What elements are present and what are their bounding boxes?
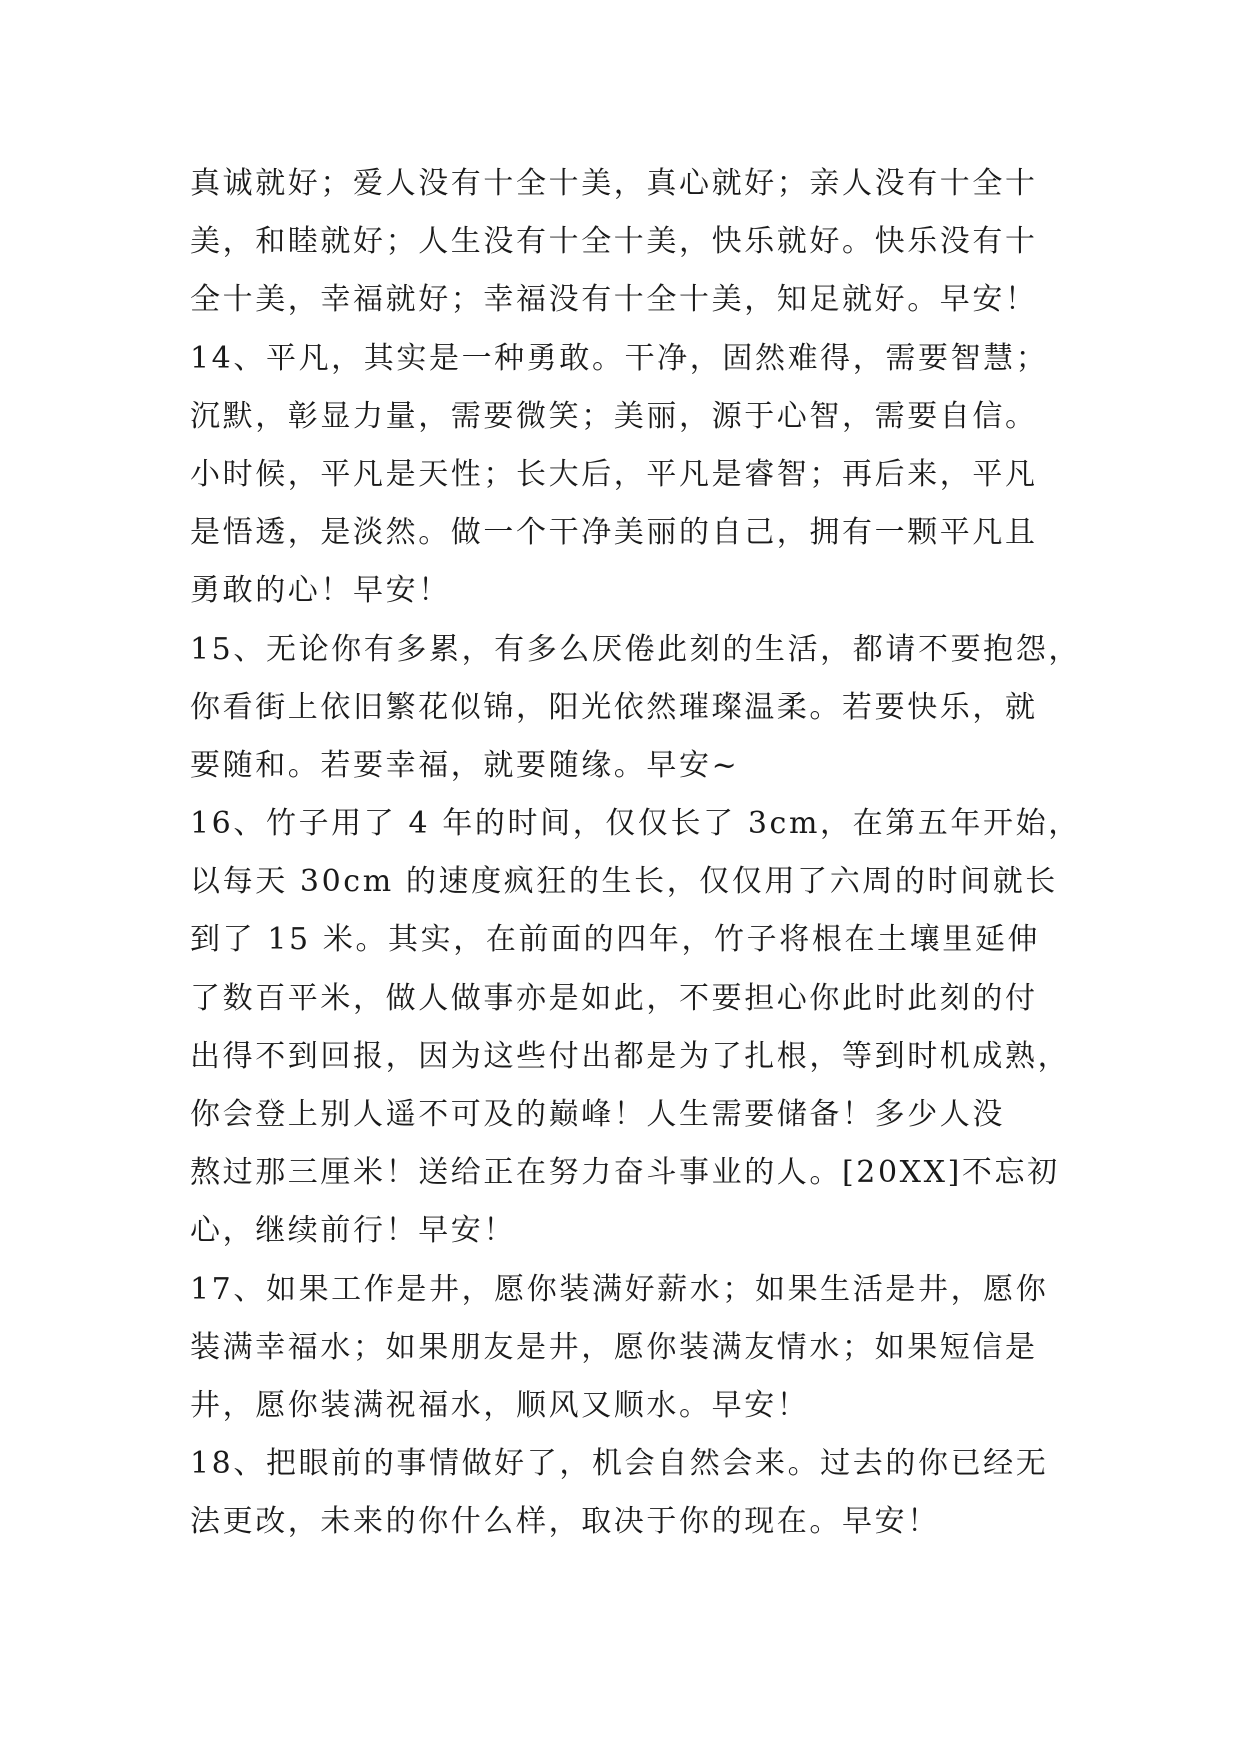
- text-line: 是悟透，是淡然。做一个干净美丽的自己，拥有一颗平凡且: [190, 515, 1038, 551]
- text-line: 小时候，平凡是天性；长大后，平凡是睿智；再后来，平凡: [190, 456, 1038, 492]
- text-line: 了数百平米，做人做事亦是如此，不要担心你此时此刻的付: [190, 980, 1038, 1016]
- text-line: 要随和。若要幸福，就要随缘。早安~: [190, 747, 740, 783]
- text-line: 熬过那三厘米！送给正在努力奋斗事业的人。[20XX]不忘初: [190, 1155, 1060, 1191]
- text-line: 你会登上别人遥不可及的巅峰！人生需要储备！多少人没: [190, 1097, 1005, 1132]
- text-line: 装满幸福水；如果朋友是井，愿你装满友情水；如果短信是: [190, 1329, 1038, 1365]
- text-line: 14、平凡，其实是一种勇敢。干净，固然难得，需要智慧；: [190, 340, 1049, 376]
- text-line: 法更改，未来的你什么样，取决于你的现在。早安！: [190, 1504, 940, 1540]
- text-line: 井，愿你装满祝福水，顺风又顺水。早安！: [190, 1387, 810, 1423]
- text-line: 以每天 30cm 的速度疯狂的生长，仅仅用了六周的时间就长: [190, 864, 1058, 900]
- text-line: 真诚就好；爱人没有十全十美，真心就好；亲人没有十全十: [190, 166, 1038, 201]
- text-line: 到了 15 米。其实，在前面的四年，竹子将根在土壤里延伸: [190, 922, 1041, 958]
- text-line: 勇敢的心！早安！: [190, 573, 451, 609]
- text-line: 15、无论你有多累，有多么厌倦此刻的生活，都请不要抱怨，: [190, 631, 1081, 667]
- text-line: 沉默，彰显力量，需要微笑；美丽，源于心智，需要自信。: [190, 398, 1038, 434]
- text-line: 美，和睦就好；人生没有十全十美，快乐就好。快乐没有十: [190, 224, 1038, 260]
- document-body: [190, 155, 1081, 1552]
- text-line: 心，继续前行！早安！: [190, 1213, 516, 1249]
- text-line: 18、把眼前的事情做好了，机会自然会来。过去的你已经无: [190, 1446, 1049, 1482]
- text-line: 全十美，幸福就好；幸福没有十全十美，知足就好。早安！: [190, 282, 1038, 318]
- text-line: 你看街上依旧繁花似锦，阳光依然璀璨温柔。若要快乐，就: [190, 689, 1038, 725]
- text-line: 17、如果工作是井，愿你装满好薪水；如果生活是井，愿你: [190, 1271, 1049, 1307]
- text-line: 出得不到回报，因为这些付出都是为了扎根，等到时机成熟，: [190, 1038, 1071, 1074]
- text-line: 16、竹子用了 4 年的时间，仅仅长了 3cm，在第五年开始，: [190, 806, 1081, 842]
